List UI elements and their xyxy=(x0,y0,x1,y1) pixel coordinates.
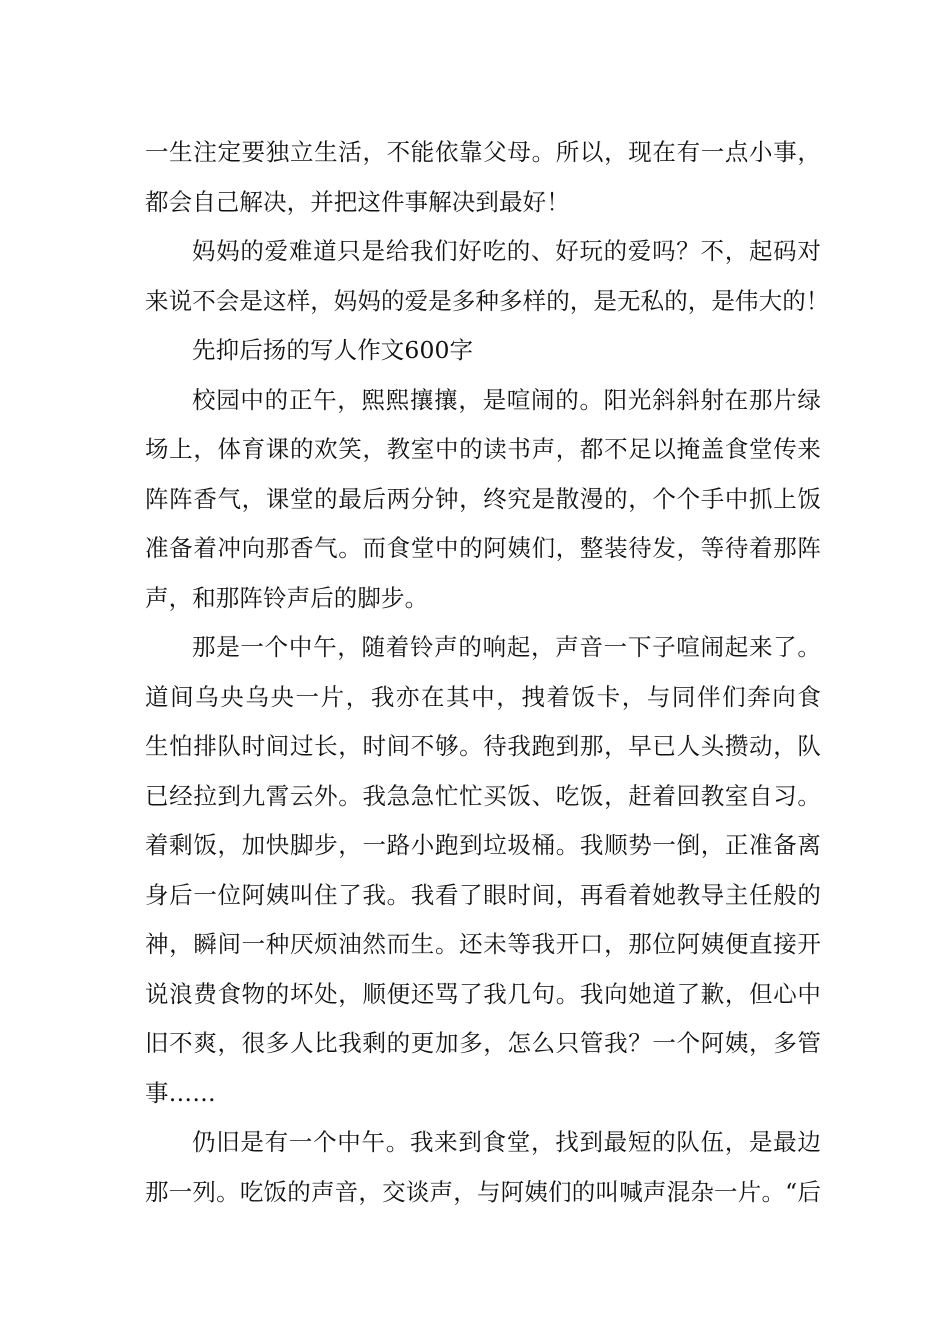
text-line: 身后一位阿姨叫住了我。我看了眼时间，再看着她教导主任般的 xyxy=(145,880,821,909)
text-line: 旧不爽，很多人比我剩的更加多，怎么只管我？一个阿姨，多管 xyxy=(145,1029,821,1057)
paragraph-first-line: 仍旧是有一个中午。我来到食堂，找到最短的队伍，是最边 xyxy=(192,1128,821,1156)
text-line: 说浪费食物的坏处，顺便还骂了我几句。我向她道了歉，但心中 xyxy=(145,979,821,1008)
text-line: 事…… xyxy=(145,1078,216,1107)
text-line: 着剩饭，加快脚步，一路小跑到垃圾桶。我顺势一倒，正准备离 xyxy=(145,831,821,859)
text-line: 已经拉到九霄云外。我急急忙忙买饭、吃饭，赶着回教室自习。 xyxy=(145,781,821,810)
text-line: 场上，体育课的欢笑，教室中的读书声，都不足以掩盖食堂传来 xyxy=(145,435,821,463)
text-line: 道间乌央乌央一片，我亦在其中，拽着饭卡，与同伴们奔向食 xyxy=(145,682,821,711)
document-body xyxy=(145,128,830,1217)
paragraph-first-line: 校园中的正午，熙熙攘攘，是喧闹的。阳光斜斜射在那片绿 xyxy=(192,385,821,414)
paragraph-first-line: 那是一个中午，随着铃声的响起，声音一下子喧闹起来了。 xyxy=(192,633,821,661)
text-line: 来说不会是这样，妈妈的爱是多种多样的，是无私的，是伟大的！ xyxy=(145,286,830,315)
paragraph-first-line: 妈妈的爱难道只是给我们好吃的、好玩的爱吗？不，起码对 xyxy=(192,237,821,265)
text-line: 那一列。吃饭的声音，交谈声，与阿姨们的叫喊声混杂一片。“后 xyxy=(145,1177,821,1206)
text-line: 声，和那阵铃声后的脚步。 xyxy=(145,583,429,612)
text-line: 一生注定要独立生活，不能依靠父母。所以，现在有一点小事， xyxy=(145,138,821,166)
text-line: 准备着冲向那香气。而食堂中的阿姨们，整装待发，等待着那阵 xyxy=(145,534,821,562)
text-line: 阵阵香气，课堂的最后两分钟，终究是散漫的，个个手中抓上饭 xyxy=(145,484,821,513)
essay-title: 先抑后扬的写人作文600字 xyxy=(192,336,474,364)
text-line: 神，瞬间一种厌烦油然而生。还未等我开口，那位阿姨便直接开 xyxy=(145,930,821,958)
text-line: 都会自己解决，并把这件事解决到最好！ xyxy=(145,187,570,216)
text-line: 生怕排队时间过长，时间不够。待我跑到那，早已人头攒动，队 xyxy=(145,732,821,760)
